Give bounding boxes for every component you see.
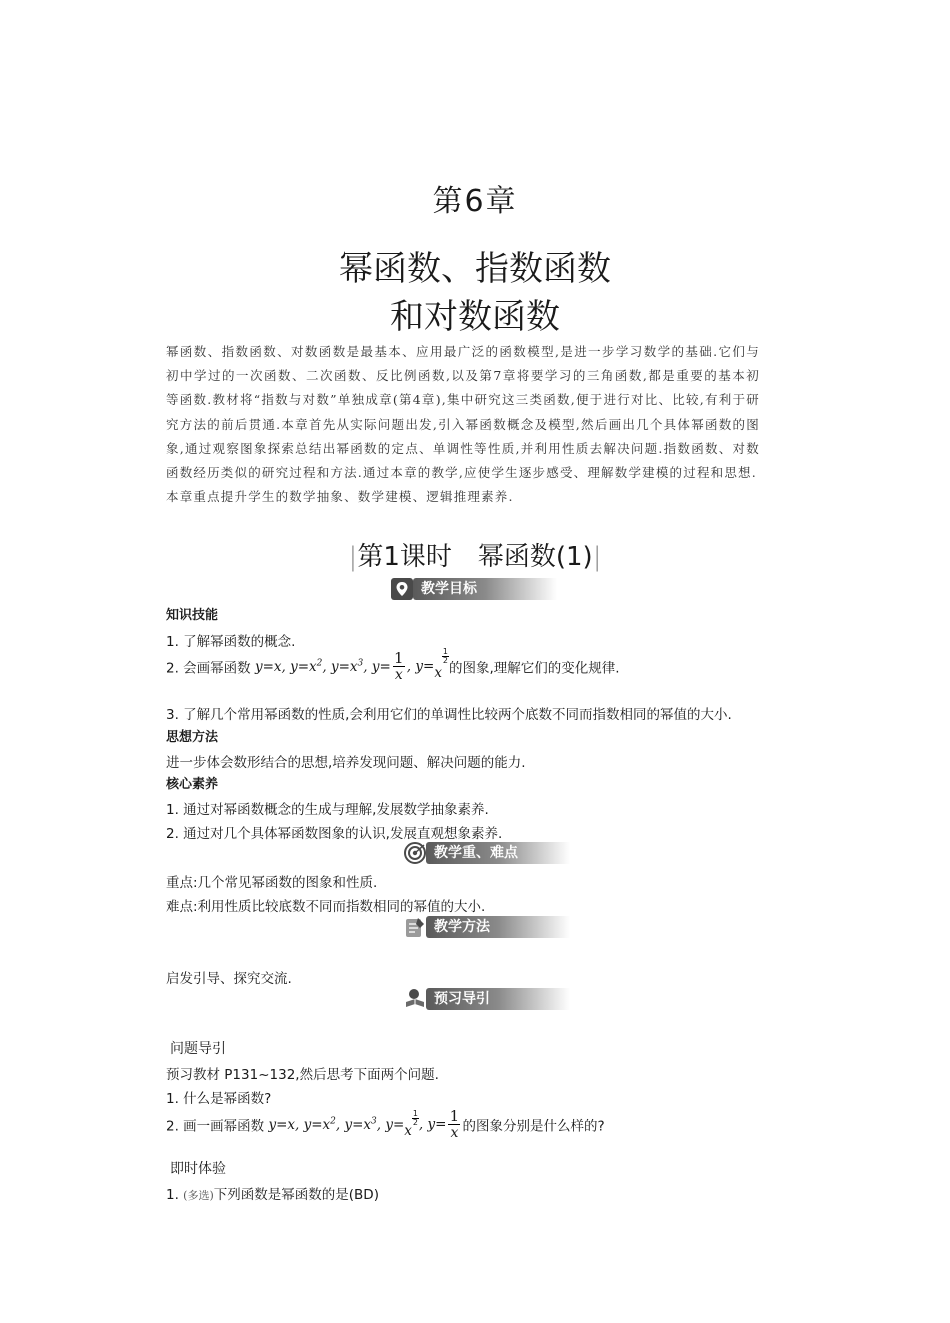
thinking-item: 进一步体会数形结合的思想,培养发现问题、解决问题的能力. — [166, 755, 526, 771]
fraction-one-half: $\frac{1}{2}$ — [442, 647, 448, 665]
fraction-one-over-x: $\frac{1}{x}$ — [449, 1107, 460, 1141]
core-item-2: 2. 通过对几个具体幂函数图象的认识,发展直观想象素养. — [166, 826, 503, 842]
fraction-one-half: $\frac{1}{2}$ — [412, 1109, 418, 1127]
chapter-label: 第6章 — [432, 184, 518, 219]
knowledge-item-1: 1. 了解幂函数的概念. — [166, 634, 296, 650]
preview-question-1: 1. 什么是幂函数? — [166, 1091, 272, 1107]
preview-question-2: 2. 画一画幂函数 y=x, $y=x^2$, $y=x^3$, y=x $\frac{1}{2}$ , y= $\frac{1}{x}$ 的图象分别是什么样的? — [166, 1107, 605, 1141]
fraction-one-over-x: $\frac{1}{x}$ — [394, 649, 404, 683]
k2-suffix: 的图象,理解它们的变化规律. — [448, 660, 620, 677]
e1-text: 下列函数是幂函数的是(BD) — [213, 1187, 379, 1203]
preview-instruction: 预习教材 P131~132,然后思考下面两个问题. — [166, 1067, 439, 1083]
notebook-pencil-icon — [404, 916, 426, 938]
lesson-title — [0, 536, 950, 573]
knowledge-item-3: 3. 了解几个常用幂函数的性质,会利用它们的单调性比较两个底数不同而指数相同的幂值的大小. — [166, 707, 732, 723]
chapter-intro — [166, 340, 760, 509]
focus-text: 重点:几个常见幂函数的图象和性质. — [166, 875, 378, 891]
experience-item-1 — [166, 1183, 379, 1203]
q2-suffix: 的图象分别是什么样的? — [462, 1118, 605, 1135]
k2-prefix: 2. 会画幂函数 — [166, 660, 255, 677]
intro-paragraph: 本章重点提升学生的数学抽象、数学建模、逻辑推理素养. — [166, 489, 514, 505]
e1-number: 1. — [166, 1187, 184, 1203]
q2-prefix: 2. 画一画幂函数 — [166, 1118, 269, 1135]
q2-formula: y=x, $y=x^2$, $y=x^3$, y= — [268, 1116, 405, 1133]
chapter-title — [0, 245, 950, 341]
chapter-title-line1: 幂函数、指数函数 — [339, 249, 611, 289]
chapter-title-line2: 和对数函数 — [390, 297, 560, 337]
reader-icon — [404, 988, 426, 1010]
e1-note: (多选) — [183, 1189, 214, 1202]
thinking-heading: 思想方法 — [166, 730, 219, 745]
banner-label: 预习导引 — [426, 988, 570, 1010]
banner-label: 教学目标 — [413, 578, 557, 600]
question-heading: 问题导引 — [170, 1041, 226, 1057]
core-heading: 核心素养 — [166, 777, 219, 792]
target-icon — [404, 842, 426, 864]
title-bar-left: | — [348, 542, 358, 572]
core-item-1: 1. 通过对幂函数概念的生成与理解,发展数学抽象素养. — [166, 802, 489, 818]
intro-paragraph: 幂函数、指数函数、对数函数是最基本、应用最广泛的函数模型,是进一步学习数学的基础.它们与初中学过的一次函数、二次函数、反比例函数,以及第7章将要学习的三角函数,都是重要的基本初等函数.教材将“指数与对数”单独成章(第4章),集中研究这三类函数,便于进行对比、比较,有利于研究方法的前后贯通.本章首先从实际问题出发,引入幂函数概念及模型,然后画出几个具体幂函数的图象,通过观察图象探索总结出幂函数的定点、单调性等性质,并利用性质去解决问题.指数函数、对数函数经历类似的研究过程和方法.通过本章的教学,应使学生逐步感受、理解数学建模的过程和思想. — [166, 344, 760, 481]
difficulty-text: 难点:利用性质比较底数不同而指数相同的幂值的大小. — [166, 899, 486, 915]
methods-text: 启发引导、探究交流. — [166, 971, 292, 987]
k2-formula: y=x, $y=x^2$, $y=x^3$, y= — [254, 658, 391, 675]
location-pin-icon — [391, 578, 413, 600]
knowledge-heading: 知识技能 — [166, 608, 219, 623]
banner-label: 教学方法 — [426, 916, 570, 938]
title-bar-right: | — [592, 542, 602, 572]
banner-label: 教学重、难点 — [426, 842, 570, 864]
experience-heading: 即时体验 — [170, 1161, 226, 1177]
lesson-title-text: 第1课时 幂函数(1) — [357, 542, 593, 572]
knowledge-item-2: 2. 会画幂函数 y=x, $y=x^2$, $y=x^3$, y= $\frac{1}{x}$ , y=x $\frac{1}{2}$ 的图象,理解它们的变化规律. — [166, 647, 620, 683]
